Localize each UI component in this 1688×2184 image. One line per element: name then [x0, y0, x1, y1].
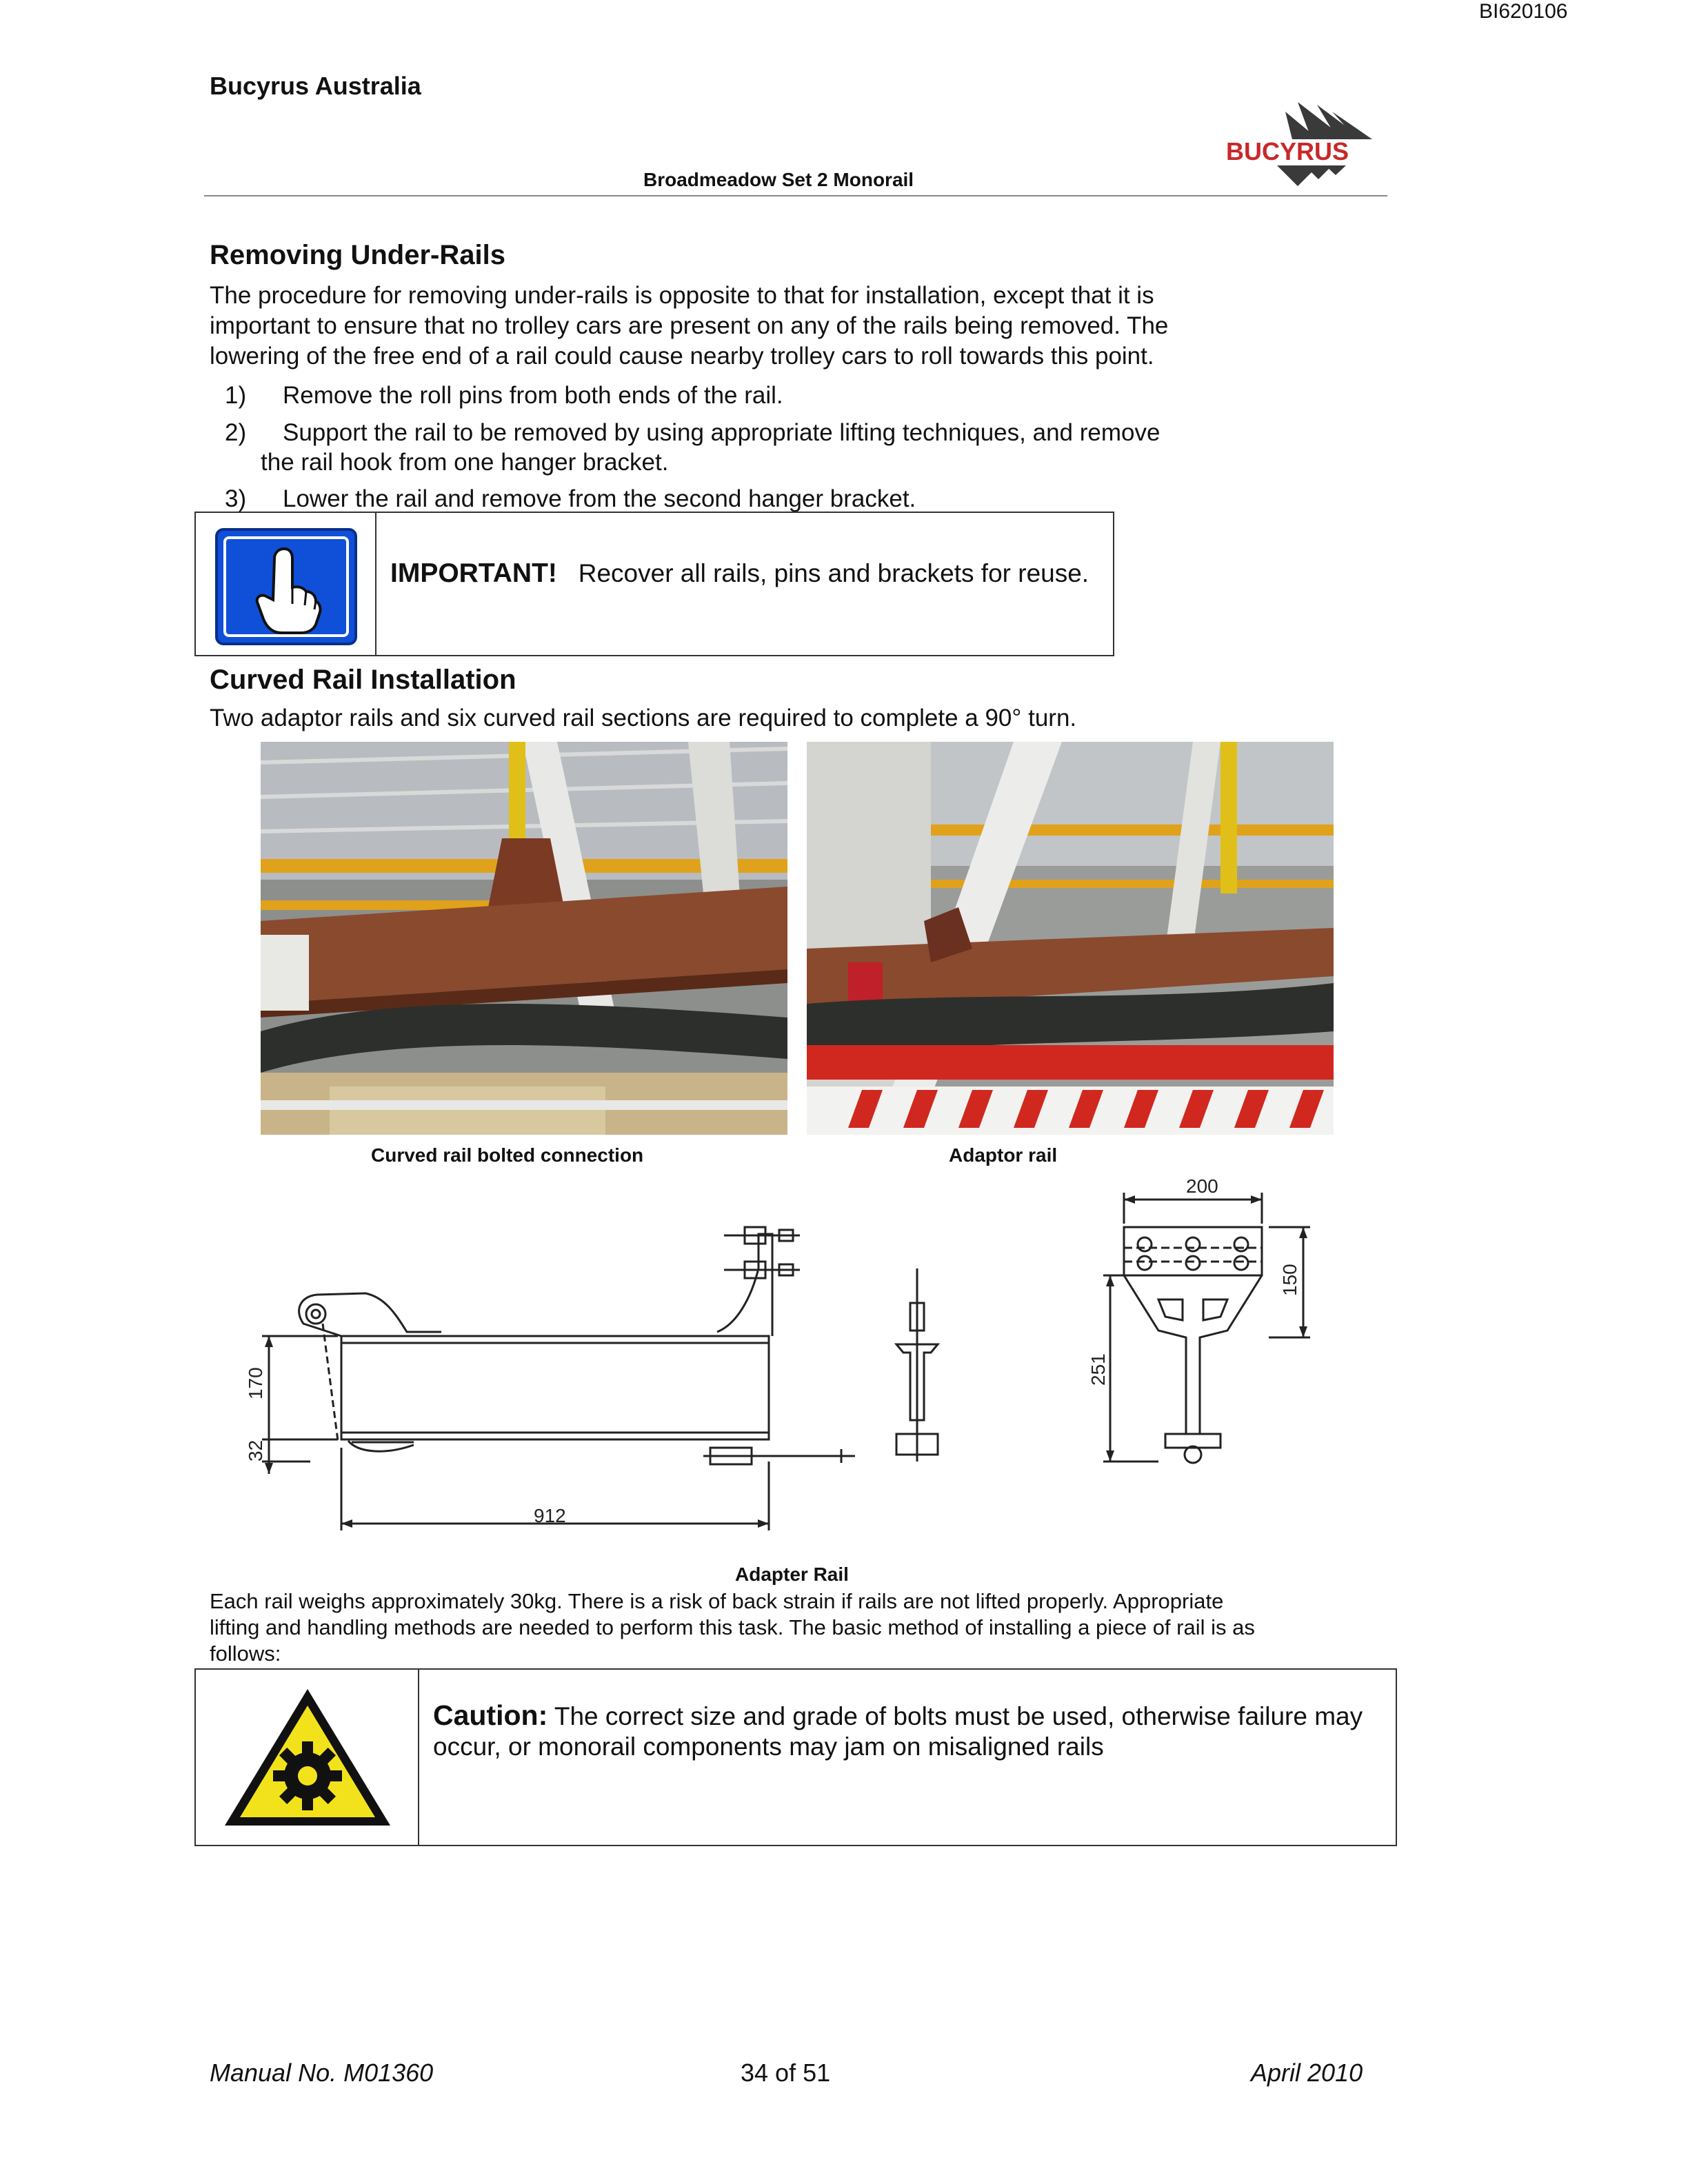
important-label: IMPORTANT! [390, 558, 557, 588]
footer-page-number: 34 of 51 [741, 2059, 831, 2087]
photo-adaptor-rail [807, 742, 1334, 1135]
dim-170: 170 [245, 1367, 266, 1399]
warning-gear-icon [219, 1682, 396, 1834]
body-line: follows: [210, 1641, 281, 1666]
step-3-number: 3) [225, 485, 247, 512]
photo-caption-curved: Curved rail bolted connection [371, 1144, 644, 1166]
body-line: Each rail weighs approximately 30kg. There is a risk of back strain if rails are not lifted properly. Appropriate [210, 1589, 1224, 1613]
curved-intro: Two adaptor rails and six curved rail sections are required to complete a 90° turn. [210, 705, 1077, 731]
step-2-text-cont: the rail hook from one hanger bracket. [261, 449, 669, 476]
step-3-text: Lower the rail and remove from the second hanger bracket. [283, 485, 916, 512]
caution-label: Caution: [433, 1699, 548, 1731]
caution-text-block [433, 1700, 1363, 1762]
dim-200: 200 [1186, 1175, 1218, 1197]
footer-date: April 2010 [1251, 2059, 1363, 2087]
dim-912: 912 [534, 1505, 566, 1526]
intro-line: important to ensure that no trolley cars are present on any of the rails being removed. The [210, 312, 1169, 339]
curved-body-text [210, 1588, 1255, 1667]
bucyrus-logo [1222, 97, 1382, 193]
adapter-rail-drawing [234, 1172, 1324, 1544]
step-2-text: Support the rail to be removed by using appropriate lifting techniques, and remove [283, 419, 1160, 446]
document-subtitle: Broadmeadow Set 2 Monorail [643, 169, 914, 190]
pointing-finger-icon [215, 528, 357, 645]
footer-manual-number: Manual No. M01360 [210, 2059, 434, 2087]
important-notice-box [194, 512, 1114, 656]
removing-intro [210, 281, 1168, 372]
photo-curved-rail-connection [261, 742, 787, 1135]
intro-line: The procedure for removing under-rails is opposite to that for installation, except that it is [210, 282, 1154, 309]
dim-251: 251 [1087, 1353, 1109, 1386]
dim-32: 32 [245, 1439, 266, 1462]
company-name: Bucyrus Australia [210, 72, 421, 100]
intro-line: lowering of the free end of a rail could cause nearby trolley cars to roll towards this point. [210, 343, 1154, 370]
caution-line: occur, or monorail components may jam on misaligned rails [433, 1732, 1104, 1761]
step-1-number: 1) [225, 382, 247, 409]
header-divider [204, 195, 1387, 196]
step-2-number: 2) [225, 419, 247, 446]
document-id: BI620106 [1479, 0, 1568, 23]
important-text: Recover all rails, pins and brackets for reuse. [578, 559, 1089, 587]
dim-150: 150 [1279, 1264, 1300, 1296]
important-text-row [390, 558, 1089, 589]
step-1-text: Remove the roll pins from both ends of the rail. [283, 382, 783, 409]
photo-caption-adaptor: Adaptor rail [949, 1144, 1058, 1166]
section-title-removing: Removing Under-Rails [210, 240, 505, 270]
drawing-caption: Adapter Rail [735, 1564, 849, 1585]
body-line: lifting and handling methods are needed to perform this task. The basic method of installing a piece of rail is as [210, 1615, 1255, 1639]
caution-notice-box [194, 1668, 1397, 1846]
logo-text: BUCYRUS [1226, 137, 1349, 165]
section-title-curved: Curved Rail Installation [210, 665, 516, 695]
caution-line: The correct size and grade of bolts must be used, otherwise failure may [554, 1702, 1363, 1730]
